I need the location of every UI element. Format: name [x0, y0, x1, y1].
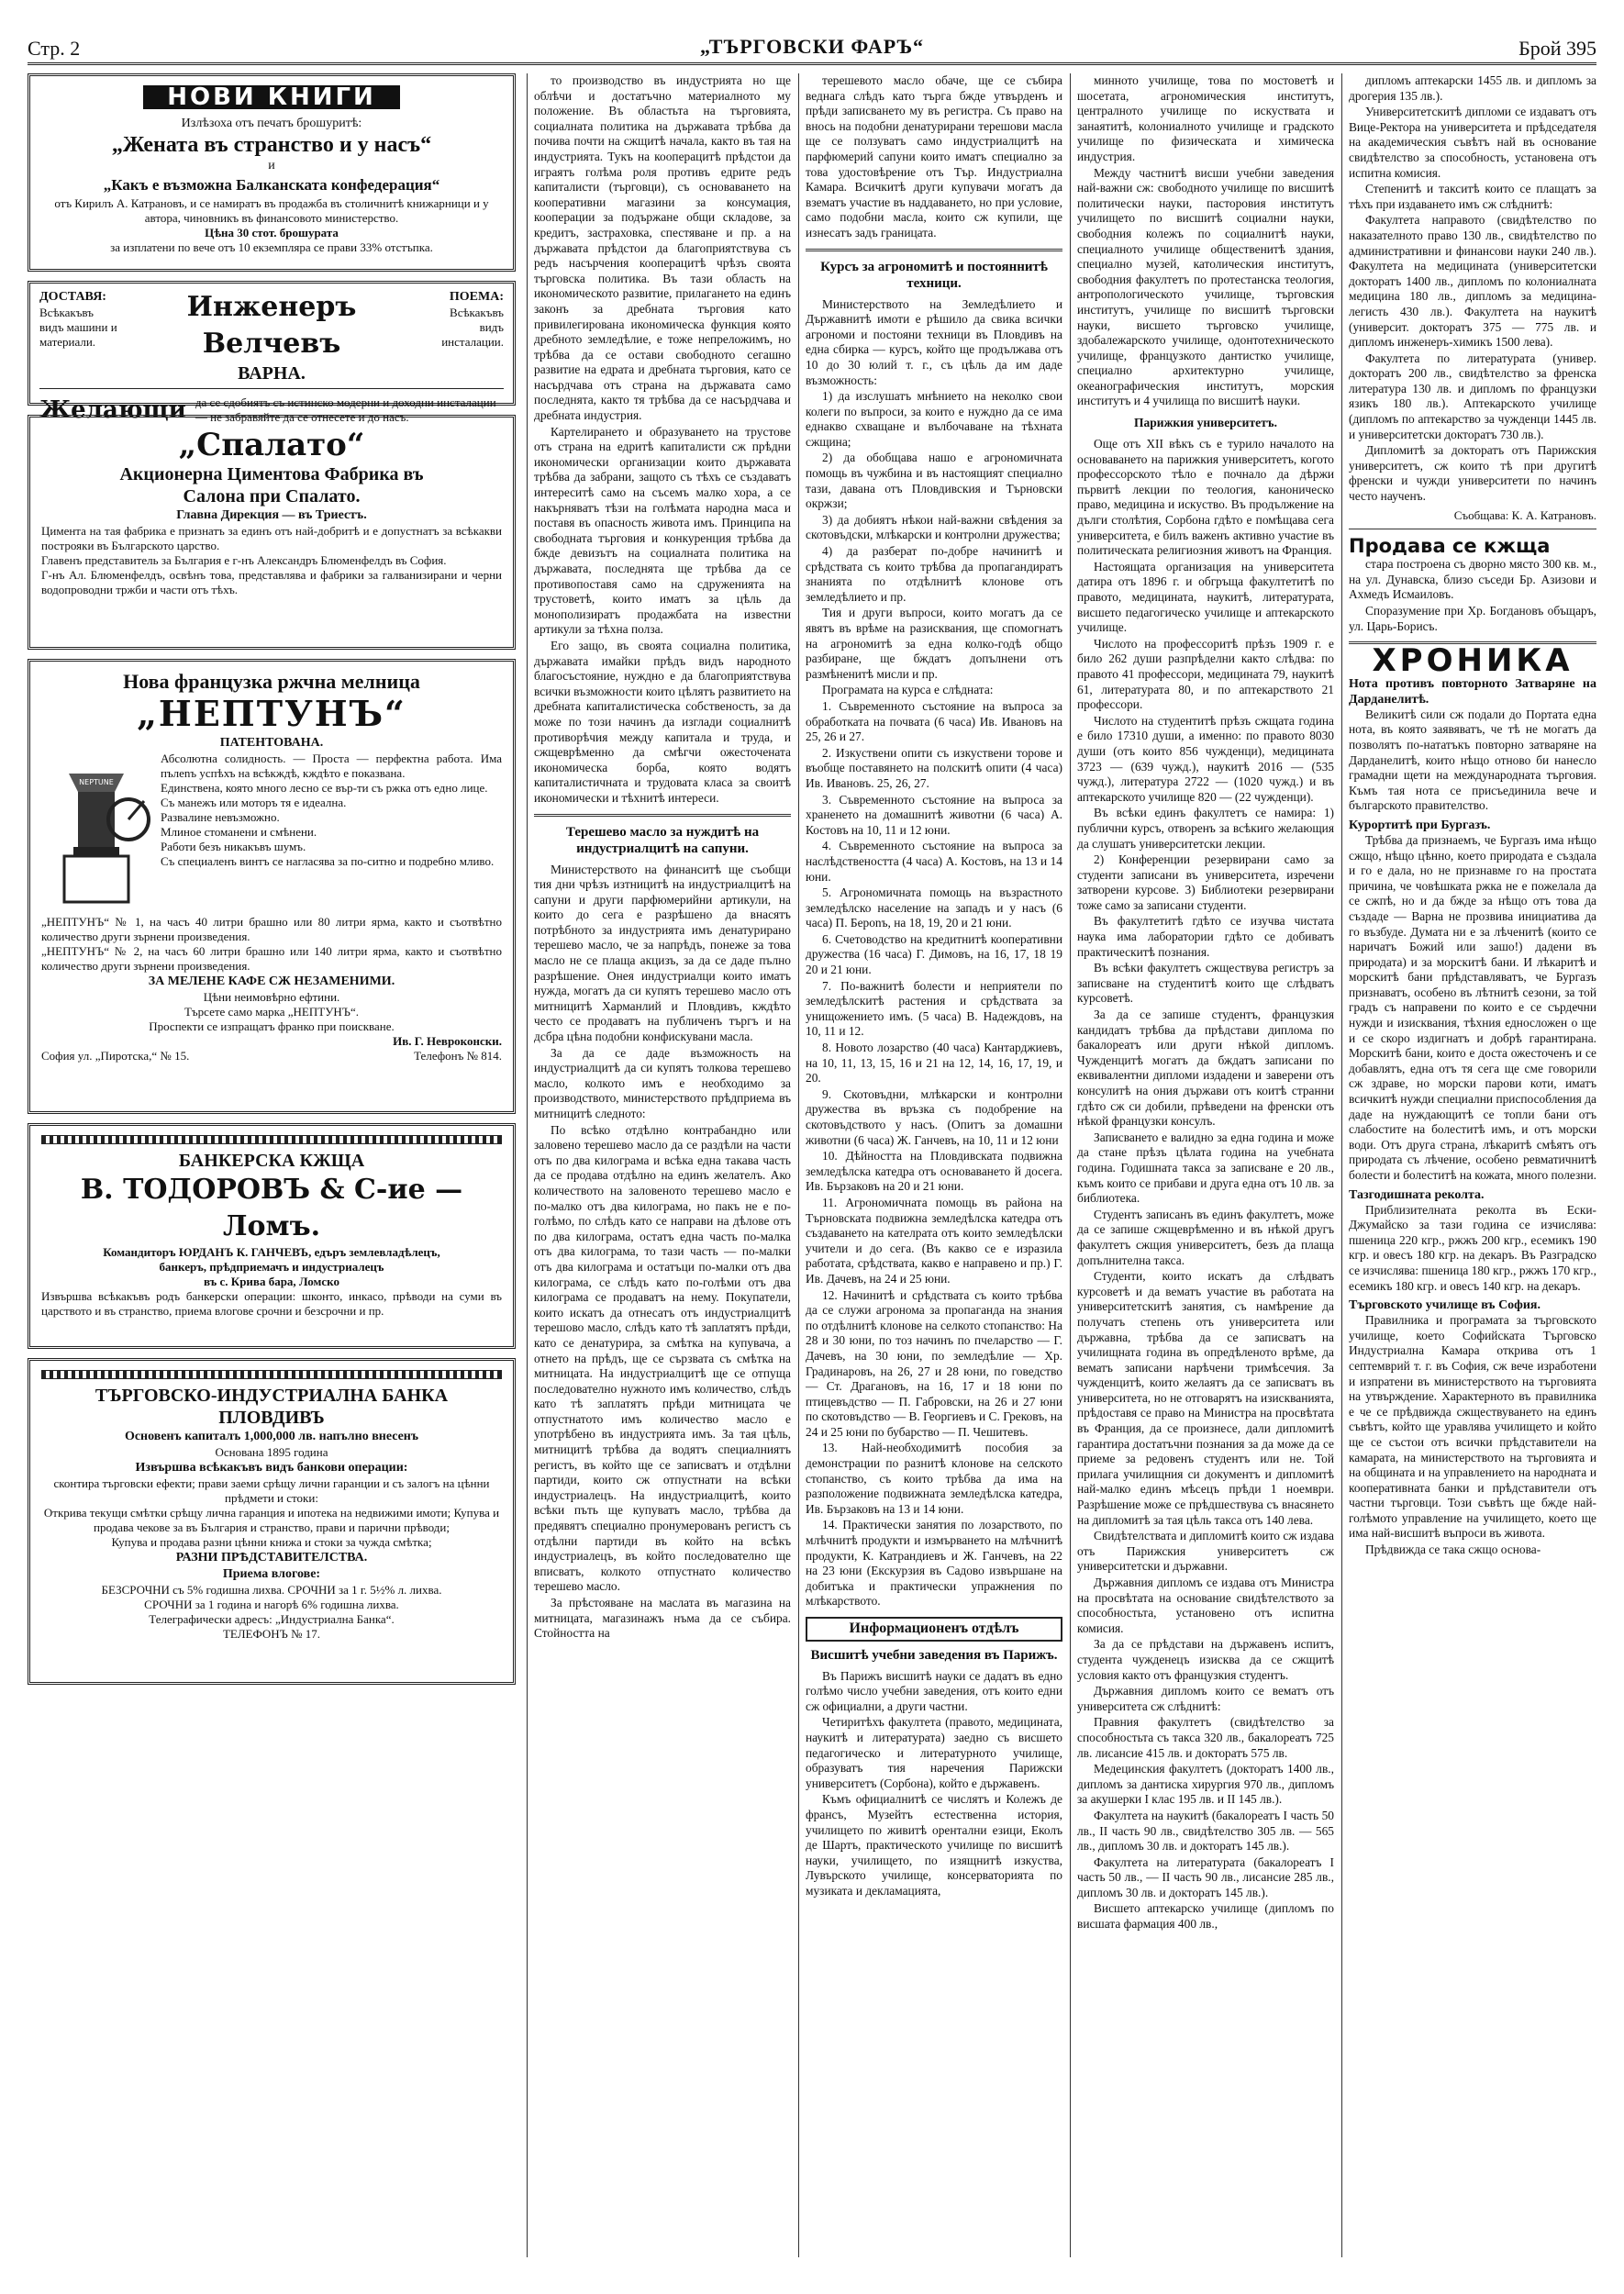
paragraph: Факултета направото (свидѣтелство по наказателното право 130 лв., свидѣтелство по административни и финансови науки 240 лв.). Факултета на медицината (университетски докторатъ 1400 лв., дипломъ по колониалната медицина 180 лв., дипломъ за медицина-легисть 430 лв.). Факултета на наукитѣ (университ. докторатъ 375 — 775 лв. и дипломъ инженеръ-химикъ 1500 лева). [1349, 213, 1596, 350]
bank-founded: Основана 1895 година [215, 1445, 328, 1459]
ad-address: София ул. „Пиротска,“ № 15. [41, 1049, 190, 1063]
paragraph: Степенитѣ и такситѣ които се плащатъ за тѣхъ при издаването имъ сж слѣднитѣ: [1349, 182, 1596, 211]
paragraph: Четиритѣхъ факултета (правото, медицината, наукитѣ и литературата) заедно съ висшето педагогическо и литературното училище, образуватъ тия наречения Парижски университетъ (Сорбона), който е държавенъ. [806, 1715, 1062, 1790]
paragraph: Правния факултетъ (свидѣтелство за способностьта съ такса 320 лв., бакалореатъ 725 лв. лисансие 415 лв. и докторатъ 575 лв. [1077, 1715, 1334, 1760]
paragraph: Приблизителната реколта въ Ески-Джумайско за тази година се изчислява: пшеница 220 кгр., ржжъ 200 кгр., есемикъ 190 кгр. и овесъ 180 кгр. на декаръ. Въ Разградско се изчислява: пшеница 180 кгр., ржжъ 170 кгр., есемикъ 180 кгр. и овесъ 140 кгр. на декаръ. [1349, 1202, 1596, 1293]
bank-rate: БЕЗСРОЧНИ съ 5% годишна лихва. СРОЧНИ за 1 г. 5½% л. лихва. [101, 1583, 442, 1597]
paragraph: Дипломитѣ за докторатъ отъ Парижския университетъ, сж които тѣ при другитѣ френски и чужди университети по начинъ често наученъ. [1349, 443, 1596, 504]
ad-coffee: ЗА МЕЛЕНЕ КАФЕ СЖ НЕЗАМЕНИМИ. [148, 974, 395, 988]
paragraph: стара построена съ дворно място 300 кв. м., на ул. Дунавска, близо съседи Бр. Азизови и Ахмедъ Исмаиловъ. [1349, 557, 1596, 602]
column-rule [798, 73, 799, 2257]
book-title: „Какъ е възможна Балканската конфедерация“ [103, 176, 440, 194]
bank-telegraph: Телеграфически адресъ: „Индустриална Банка“. [149, 1612, 395, 1626]
paragraph: Настоящата организация на университета датира отъ 1896 г. и обгръща факултетитѣ по правото, медицината, наукитѣ, литературата, висшето педагогическо училище и аптекарското училище. [1077, 559, 1334, 635]
ad-prices: Цѣни неимовѣрно ефтини. [203, 990, 340, 1004]
section-title: ХРОНИКА [1372, 642, 1574, 680]
ad-new-books [28, 73, 516, 272]
ad-velchev [28, 281, 516, 424]
paragraph: Споразумение при Хр. Богдановъ объщаръ, ул. Царь-Борисъ. [1349, 604, 1596, 633]
ad-line: Млиное стоманени и смѣнени. [161, 825, 317, 839]
article-title: Курсъ за агрономитѣ и постояннитѣ техници. [820, 259, 1048, 291]
divider [806, 249, 1062, 251]
paragraph: По всѣко отдѣлно контрабандно или заловено терешево масло да се раздѣли на части отъ по два килограма и всѣка една такава часть да се продава отдѣлно на единъ желателъ. Ако количеството на заловеното терешево масло е по-малко отъ два килограма, но пакъ не е по-голѣмо, по слѣдъ като се направи на дѣлове отъ по два килограма, остатъ една часть по-малка отъ два килограма, то тази часть — по-малки отъ два килограма и остатъци по-малки отъ два килограма, се слѣдъ като по-голѣми отъ два килограма се продаватъ на нему. Покупатели, които искатъ да отнесатъ отъ индустриалцитѣ терешово масло, слѣдъ като тѣ заплатятъ прѣди, като се денатурира, за смѣтка на купувача, а отнето на прѣдъ, ще се сързвата съ смѣтка на митницата. На индустриалцитѣ ще се отпуща последователно нужното имъ количество, слѣдъ като тѣ заплатятъ прѣди митницата че отпустнатото имъ количество масло е употрѣбено въ индустрията имъ. За тая цѣль, митницитѣ трѣбва да водятъ специалниятъ регистъ, въ който ще се записватъ и отдѣлни партиди, които сж отпустнати на всѣки индустриалецъ. На индустриалцитѣ, които всѣки пъть ще купуватъ масло, трѣбва да предявятъ специално пронумерованъ регистъ съ отдѣлни партиди въ който на всѣкъ индустриалецъ, въ който последователно ще вписватъ, колкото отпустнато количество терешево масло. [534, 1122, 791, 1594]
ad-text: Купува и продава разни цѣнни книжа и стоки за чужда смѣтка; [111, 1535, 432, 1549]
paragraph: Въ факултетитѣ гдѣто се изучва чистата наука има лаборатории гдѣто се добиватъ практическитѣ познания. [1077, 914, 1334, 959]
paragraph: Въ всѣки факултетъ сжществува регистръ за записване на студентитѣ които ще слѣдватъ курсоветѣ. [1077, 961, 1334, 1006]
paragraph: Студенти, които искатъ да слѣдватъ курсоветѣ и да вематъ участие въ работата на университетскитѣ занятия, съ намѣрение да получатъ степень отъ университета или държавна, трѣбва да се записватъ на училищната година въ опредѣленото врѣме, да вематъ записани нарѣчени тримѣсечия. За чужденцитѣ, които желаятъ да се записватъ въ университета, но не отговарятъ на изискванията, прѣдоставя се право на Министра на просвѣтата въ Франция, да се произнесе, дали дипломитѣ гарантира достатъчни познания за да може да се приеме за редовенъ студентъ или не. Той прилага училищния си документъ и дипломитѣ най-малко единъ мѣсецъ прѣди 1 ноември. Разрѣшение може се прѣдшествува съ внасянето на дипломитѣ за тая цѣль такса отъ 140 лева. [1077, 1269, 1334, 1527]
ad-text: Открива текущи смѣтки срѣщу лична гаранция и ипотека на недвижими имоти; Купува и продава чекове за въ България и странство, прави и парични прѣводи; [43, 1506, 500, 1534]
ad-author: отъ Кирилъ А. Катрановъ, и се намиратъ въ продажба въ столичнитѣ книжарници и у автора, чиновникъ въ финансовото министерство. [54, 196, 489, 225]
book-title: „Жената въ странство и у насъ“ [111, 133, 432, 157]
article-column [1349, 73, 1596, 2257]
paragraph: Висшето аптекарско училище (дипломъ по висшата фармация 400 лв., [1077, 1901, 1334, 1932]
mill-label: NEPTUNE [79, 778, 114, 786]
paragraph: дипломъ аптекарски 1455 лв. и дипломъ за дрогерия 135 лв.). [1349, 73, 1596, 103]
ad-label: ПОЕМА: [449, 290, 504, 304]
paragraph: Тия и други въпроси, които могатъ да се явятъ въ врѣме на разисквания, ще спомогнатъ на агрономитѣ за една колко-годѣ общо разбиране, ще бждатъ допълнени отъ размѣненитѣ мисли и пр. [806, 606, 1062, 681]
paragraph: минното училище, това по мостоветѣ и шосетата, агрономическия институтъ, централното училище по искуствата и занаятитѣ, колониалното училище и градското училище по физическата и химическа индустрия. [1077, 73, 1334, 163]
paragraph: За да се прѣдстави на държавенъ испитъ, студента чужденецъ изисква да се сжщитѣ условия както отъ французкия студентъ. [1077, 1637, 1334, 1682]
ad-text: сконтира търговски ефекти; прави заеми срѣщу лични гаранции и съ залогъ на цѣнни прѣдмети и стоки: [53, 1476, 490, 1505]
list-item: 9. Скотовъдни, млѣкарски и контролни дружества въ връзка съ подобрение на скотовъдството у насъ. (Опитъ за домашни животни (6 часа) Ж. Ганчевъ, на 10, 11 и 12 юни [806, 1086, 1062, 1147]
list-item: 14. Практически занятия по лозарството, по млѣчнитѣ продукти и измърването на млѣчнитѣ продукти, К. Катрандиевъ и Ж. Ганчевъ, на 22 на 23 юни (Екскурзия въ Садово извършане на добитъка и практически упражнения по млѣкарството. [806, 1518, 1062, 1609]
list-item: 4. Съвременното състояние на въпроса за наслѣдствеността (4 часа) А. Костовъ, на 13 и 14 юни. [806, 839, 1062, 884]
ad-line: Работи безъ никакъвъ шумъ. [161, 840, 306, 853]
ad-line: Развалине невъзможно. [161, 810, 280, 824]
company-city: ПЛОВДИВЪ [218, 1408, 325, 1428]
ad-text: Извършва всѣкакъвъ родъ банкерски операции: шконто, инкасо, прѣводи на суми въ царството и въ странство, приема влогове срочни и безсрочни и пр. [41, 1289, 502, 1318]
paragraph: Великитѣ сили сж подали до Портата една нота, въ която заявяватъ, че тѣ не могатъ да позволятъ по-нататъкъ повторно затваряне на Дарданелитѣ, които нѣщо отново би нанесло грамадни щети на международната търговия. Къмъ тая нота се присъединила вече и българското правителство. [1349, 707, 1596, 813]
list-item: 8. Новото лозарство (40 часа) Кантарджиевъ, на 10, 11, 13, 15, 16 и 21 на 12, 14, 16, 17, 19, и 20. [806, 1041, 1062, 1086]
paragraph: Министерството на Земледѣлието и Държавнитѣ имоти е рѣшило да свика всички агрономи и постояни техници въ Пловдивъ на една сбирка — курсъ, който ще продължава отъ 10 до 30 юлий т. г., съ цѣль да им даде възможность: [806, 296, 1062, 387]
article-column [806, 73, 1062, 2257]
paragraph: Държавния дипломъ се издава отъ Министра на просвѣтата на основание свидѣтелството за способностьта, установено отъ испитна комисия. [1077, 1576, 1334, 1635]
list-item: 1) да изслушатъ мнѣнието на неколко свои колеги по въпроси, за които е нуждно да се има еднакво схващане и вълбочаване на тѣхната сжщина; [806, 389, 1062, 449]
ad-text: Г-нъ Ал. Блюменфелдъ, освѣнъ това, представлява и фабрики за галванизирани и черни водопроводни тржби и части отъ тѣхъ. [41, 568, 502, 596]
company-name: ТЪРГОВСКО-ИНДУСТРИАЛНА БАНКА [95, 1386, 449, 1406]
list-item: 3) да добиятъ нѣкои най-важни свѣдения за скотовъдски, млѣкарски и контролни дружества; [806, 512, 1062, 542]
ornament [41, 1135, 502, 1144]
paragraph: то производство въ индустрията но ще облѣчи и достатъчно материалното му положение. Въ областьта на търговията, социалната политика на държавата трѣбва да почива почти на сжщитѣ начала, както въ тая на индустрията. Тукъ на кооперацитѣ прѣдстои да играятъ голѣма роля противъ едрите редъ капиталисти (търговци), съ основаването на кооперативни магазини за консумация, кооперации за подържане общи складове, за кредитъ, застраховка, спестяване и пр. а на държавата прѣдстои да благоприятствува съ редъ насърчения кооперацитѣ чрѣзъ своята търговска политика. Въ тази область на икономическото развитие, прилагането на единъ законъ за дребната търговия като привилегирована икономическа функция която дребното земледѣлие, е тоже непреложимъ, но трѣбва да се остави свободното сегашно развитие на едрата и дребната търговия, като се насърдчава отъ страна на държавата само последнята, както тя трѣбва да се насърдчава и дребната индустрия. [534, 73, 791, 423]
ad-and: и [268, 159, 275, 173]
article-column [1077, 73, 1334, 2257]
paragraph: Въ всѣки единъ факултетъ се намира: 1) публични курсъ, отворенъ за всѣкиго желающия да слушатъ университетски лекции. [1077, 806, 1334, 851]
product-patent: ПАТЕНТОВАНА. [219, 736, 324, 750]
company-name: „Спалато“ [178, 427, 365, 463]
subheading: Парижкия университетъ. [1134, 416, 1277, 430]
article-column [534, 73, 791, 2257]
paragraph: За прѣстояване на маслата въ магазина на митницата, магазинажъ нъма да се събира. Стойността на [534, 1596, 791, 1641]
ad-head: БАНКЕРСКА КЖЩА [178, 1151, 365, 1171]
paragraph: Въ Парижъ висшитѣ науки се дадатъ въ едно голѣмо число учебни заведения, отъ които едни сж официални, а други частни. [806, 1668, 1062, 1713]
bank-ops: Извършва всѣкакъвъ видъ банкови операции: [135, 1461, 408, 1475]
header-rule [28, 62, 1596, 65]
list-item: 11. Агрономичната помощь въ района на Търновската подвижна земледѣлска катедра отъ създаването на кателрата отъ които земледѣлски учители и до сега. (Въ какво се е изразила работата, срѣдствата, какво е направено и пр.) Г. Ив. Дачевъ, на 24 и 25 юни. [806, 1195, 1062, 1286]
bank-capital: Основенъ капиталъ 1,000,000 лв. напълно внесенъ [124, 1430, 419, 1443]
company-city: ВАРНА. [238, 363, 306, 384]
ad-desire: Желающи [39, 396, 186, 424]
paragraph: Правилника и програмата за търговското училище, което Софийската Търговско Индустриална Камара открива отъ 1 септемврий т. г. въ София, сж вече изработени и изпратени въ министерството на търговията на утвърждение. Характерното въ правилника е че се прѣдвижда сжществуването на единъ съвѣтъ, който ще уравлява училището и който ще се състои отъ всички прѣдставители на камарата, на министерството на търговията и на общината и на управлението на народната и кооперативната банки и прѣдставители отъ частни търговци. Този съвѣтъ ще бжде най-голѣмото управление на училището, което ще има най-висшитѣ въпроси въ живота. [1349, 1313, 1596, 1541]
paragraph: Министерството на финанситѣ ще съобщи тия дни чрѣзъ изтницитѣ на индустриалцитѣ на сапуни и други парфюмерийни артикули, на които до сега е разрѣшено да внасятъ потрѣбното за индустрията имъ денатурирано терешево масло, че за напрѣдъ, понеже за това масло не се плаща акцизъ, за да се даде пълно разрѣшение. Онея индустриалци които иматъ нужда, могатъ да си купятъ терешево масло отъ митницитѣ Харманлий и Пловдивъ, кждѣто често се продаватъ на публиченъ търгъ и на дсбра цѣна подобни конфискувани масла. [534, 862, 791, 1044]
paragraph: Факултета по литературата (универ. докторатъ 200 лв., свидѣтелство за френска литература 130 лв. и дипломъ по французки язикъ 180 лв.). Аптекарското училище (дипломъ по аптекарство за чужденци 1445 лв. и университетски докторатъ 730 лв.). [1349, 351, 1596, 441]
section-box-title: Информационенъ отдѣлъ [806, 1617, 1062, 1642]
ad-text: Всѣкакъвъ видъ инсталации. [441, 306, 504, 349]
paragraph: Трѣбва да признаемъ, че Бургазъ има нѣщо сжщо, нѣщо цѣнно, което природата е създала и го е дала, но не признавме го на простата причина, че човѣшката ржка не е пожелала да се сжпѣ, но и да бжде за нѣщо отъ това да създаде — Варна не прозвива инициатива да го възбуде. Думата ни е за лѣченитѣ (които се наричатъ Божий или зашо!) дадени въ природата) и за морскитѣ бани. И лѣкаритѣ и морскитѣ бани прѣдставляватъ, че Бургазъ признаватъ, особено въ лѣтнитѣ сезони, за той градъ съ направени по които е се сърдечни нужди и изисквания, тѣхния едносложен о ще и се скоро издигнатъ и добрѣ гарантирана. Морскитѣ бани, които е доста ожесточенъ и се добавлятъ, една отъ тя сега ще сме говорили сж здраве, но морски парови коти, иматъ всичкитѣ нужди специални приспособления да даде на нуждающитѣ се топли бани отъ слабостите на болеститѣ имъ, и отъ морски води. Отъ друга страна, лѣкаритѣ смѣятъ отъ природата съ лѣчение, особено ревматичнитѣ болести и болеститѣ на кожата, много полезни. [1349, 832, 1596, 1182]
ad-banner: НОВИ КНИГИ [143, 85, 400, 109]
ad-label: ДОСТАВЯ: [39, 290, 106, 304]
paragraph: Къмъ официалнитѣ се числятъ и Колежъ де франсъ, Музейтъ естественна история, училището по живитѣ орентални езици, Еколъ де Шартъ, практическото училище по висшитѣ науки, училището, по изящнитѣ изкуства, Лувърското училище, консерваторията по музиката и декламацията, [806, 1792, 1062, 1898]
ad-text: Цимента на тая фабрика е признатъ за единъ отъ най-добритѣ и е допустнатъ за всѣкакви построяки въ Българското царство. [41, 524, 502, 552]
paragraph: Картелирането и образуването на трустове отъ страна на едритѣ капиталисти сж прѣдни икономически организации които държавата трѣбва да забрани, защото съ тѣхъ се създаватъ интереситѣ само на съсемъ малко хора, а се накърняватъ тѣзи на голѣмата народна маса и поставя въ опасность живота имъ. Принципа на свободната търговия и конкуренция трѣбва да бжде девизътъ на социалната политика на държавата, последнята ще трѣбва да се противопоставя само на сдруженията на трустоветѣ, които иматъ за цѣль да монополизиратъ продажбата на известни артикули за тѣхна полза. [534, 424, 791, 637]
column-rule [1341, 73, 1342, 2257]
paragraph: терешевото масло обаче, ще се събира веднага слѣдъ като търга бжде утвърденъ и прѣди записването му въ регистра. Съ право на внось на подобни денатурирани терешови масла ще се ползуватъ само индустриалцитѣ на парфюмерий сапуни които иматъ специално за това удостовѣрение отъ Тър. Индустриална Камара. Всичкитѣ други купувачи могатъ да взематъ участие въ наддаването, но при условие, само подобни масла, които сж купили, ще изнесатъ задъ границата. [806, 73, 1062, 239]
paragraph: 2) Конференции резервирани само за студенти записани въ университета, изречени затворени курсове. 3) Библиотеки резервирани тоже само за записани студенти. [1077, 852, 1334, 912]
ad-bank [28, 1358, 516, 1685]
company-place: въ с. Крива бара, Ломско [203, 1275, 339, 1288]
paragraph: Его защо, въ своята социална политика, държавата имайки прѣдъ видъ народното благосъстояние, нуждно е да благоприятствува всички възможности които цѣлятъ развитието на дребната капиталистическа собственость, за да може по този начинъ да изглади социалнитѣ противорѣчия между капитала и труда, и сжщеврѣменно да смѣгчи ожесточената икономическа борба, която водятъ капиталистичната и трудовата класа за своитѣ икономически и тѣхнитѣ интереси. [534, 638, 791, 805]
list-item: 7. По-важнитѣ болести и неприятели по земледѣлскитѣ растения и срѣдствата за унищожението имъ. (5 часа) В. Надеждовъ, на 10, 11 и 12. [806, 978, 1062, 1039]
article-title: Висшитѣ учебни заведения въ Парижъ. [810, 1647, 1058, 1663]
ornament [41, 1370, 502, 1379]
company-role: банкеръ, прѣдприемачъ и индустриалецъ [159, 1260, 384, 1274]
list-item: 13. Най-необходимитѣ пособия за демонстрации по разнитѣ клонове на селското стопанство, съ които трѣбва да има на разположение подвижната земледѣлска катедра, Ив. Бързаковъ на 13 и 14 юни. [806, 1441, 1062, 1516]
list-item: 6. Счетоводство на кредитнитѣ кооперативни дружества (16 часа) Г. Димовъ, на 16, 17, 18 19 20 и 21 юни. [806, 931, 1062, 977]
ad-todorov [28, 1123, 516, 1349]
program-title: Програмата на курса е слѣдната: [822, 683, 994, 697]
bank-deposits: Приема влогове: [222, 1567, 321, 1581]
ad-price: Цѣна 30 стот. брошурата [205, 226, 339, 239]
list-item: 3. Съвременното състояние на въпроса за храненето на домашнитѣ животни (6 часа) А. Костовъ на 10, 11 и 12 юни. [806, 792, 1062, 837]
paragraph: Студентъ записанъ въ единъ факултетъ, може да се запише сжщеврѣменно и въ нѣкой другъ факултетъ сжщия университетъ, безъ да плаща допълнителна такса. [1077, 1207, 1334, 1267]
hand-mill-illustration [41, 755, 151, 911]
company-owner: Командиторъ ЮРДАНЪ К. ГАНЧЕВЪ, едъръ землевладѣлецъ, [103, 1245, 440, 1259]
sale-heading: Продава се кжща [1349, 535, 1551, 558]
issue-number: Брой 395 [1518, 37, 1596, 60]
company-name: Инженеръ Велчевъ [186, 291, 357, 360]
page-header [28, 26, 1596, 62]
ad-text: Главенъ представитель за България е г-нъ Александръ Блюменфелдъ въ София. [41, 553, 447, 567]
paragraph: Числото на профессоритѣ прѣзъ 1909 г. е било 262 души разпрѣделни както слѣдва: по правото 41 профессори, медицината 79, наукитѣ 61, литературата 80, и по аптекарството 21 профессори. [1077, 636, 1334, 712]
ad-line: Съ специаленъ винтъ се нагласява за по-ситно и подребно мливо. [161, 854, 495, 868]
list-item: 5. Агрономичната помощь на възрастното земледѣлско население на западъ и у насъ (6 часа) П. Бероnъ, на 18, 19, 20 и 21 юни. [806, 885, 1062, 930]
signature: Съобщава: К. А. Катрановъ. [1453, 507, 1596, 522]
paragraph: Прѣдвижда се така сжщо основа- [1365, 1542, 1541, 1557]
ads-column [28, 73, 516, 2257]
ad-text: Всѣкакъвъ видъ машини и материали. [39, 306, 117, 349]
news-title: Тазгодишната реколта. [1349, 1187, 1485, 1202]
newspaper-title: „ТЪРГОВСКИ ФАРЪ“ [699, 35, 925, 58]
paragraph: Факултета на наукитѣ (бакалореатъ I часть 50 лв., II часть 90 лв., свидѣтелство 305 лв. — 565 лв., дипломъ 30 лв. и докторатъ 145 лв.). [1077, 1808, 1334, 1854]
bank-phone: ТЕЛЕФОНЪ № 17. [222, 1627, 320, 1641]
paragraph: Медецинския факултетъ (докторатъ 1400 лв., дипломъ за дантиска хирургия 970 лв., дипломъ за акушерки I клас 195 лв. и II 145 лв.). [1077, 1762, 1334, 1807]
product-name: „НЕПТУНЪ“ [137, 693, 406, 734]
paragraph: Между частнитѣ висши учебни заведения най-важни сж: свободното училище по висшитѣ политически науки, пасторовия институтъ училището по висшитѣ социални науки, свободния колежъ по социалнитѣ науки, специалното училище общественитѣ здания, специално музей, католическия институтъ, свободния факултетъ по протестанска теология, антропологическото училище, търговския институтъ, училище по висшитѣ търговски науки, висшето търговско училище, здобалежарското училище, одонтотехническото училище, французкото дантистко училище, специално архитектурно училище, океанографическия институтъ, морския институтъ и 4 училища по висшитѣ науки. [1077, 165, 1334, 408]
paragraph: Числото на студентитѣ прѣзъ сжщата година е било 17310 души, а именно: по правото 8030 души (отъ които 856 чужденци), медицината 3723 — (639 чужд.), наукитѣ 2016 — (535 чужд.), литература 2722 — (1020 чужд.) и въ аптекарското училище 820 — (22 чужденци). [1077, 713, 1334, 804]
ad-phone: Телефонъ № 814. [414, 1049, 502, 1063]
ad-prospect: Проспекти се изпращатъ франко при поискване. [149, 1019, 395, 1033]
ad-intro: Излѣзоха отъ печатъ брошуритѣ: [181, 117, 362, 130]
ad-line: Съ манежъ или моторъ тя е идеална. [161, 796, 347, 809]
news-title: Курортитѣ при Бургазъ. [1349, 818, 1491, 832]
list-item: 10. Дѣйността на Пловдивската подвижна земледѣлска катедра отъ основаването й досега. Ив. Бързаковъ на 20 и 21 юни. [806, 1149, 1062, 1194]
ad-headline: Нова французка ржчна мелница [123, 670, 420, 693]
paragraph: За да се даде възможность на индустриалцитѣ да си купятъ толкова терешево масло, колкото имъ е необходимо за производството, министерството прѣдприема въ митницитѣ следното: [534, 1045, 791, 1120]
column-rule [1070, 73, 1071, 2257]
article-title: Терешево масло за нуждитѣ на индустриалцитѣ на сапуни. [565, 824, 760, 856]
paragraph: Свидѣтелствата и дипломитѣ които сж издава отъ Парижския университетъ сж университетски и държавни. [1077, 1529, 1334, 1574]
ad-line: „НЕПТУНЪ“ № 2, на часъ 60 литри брашно или 140 литри ярма, както и съотвѣтно количество други зърнени произведения. [41, 944, 502, 973]
list-item: 2. Изкуствени опити съ изкуствени торове и въобще поставянето на полскитѣ опити (4 часа) Ив. Ивановъ. 25, 26, 27. [806, 745, 1062, 790]
bank-rate: СРОЧНИ за 1 година и нагорѣ 6% годишна лихва. [144, 1598, 399, 1611]
page-number: Стр. 2 [28, 37, 81, 60]
ad-discount: за изплатени по вече отъ 10 екземпляра се прави 33% отстъпка. [110, 240, 433, 254]
ad-desire-text: да се сдобиятъ съ истинско модерни и доходни инсталации — не забравяйте да се отнесете и до насъ. [195, 395, 496, 424]
company-sub: Акционерна Циментова Фабрика въ [119, 464, 424, 484]
column-rule [527, 73, 528, 2257]
ad-line: Единствена, която много лесно се вър-ти съ ржка отъ едно лице. [161, 781, 488, 795]
paragraph: Още отъ XII вѣкъ съ е турило началото на основаването на парижкия университетъ, когото профессорското тѣло е почнало да дѣржи първитѣ лекции по теология, каноническо право, медицина и искуство. Въ продължение на дълги столѣтия, Сорбона гдѣто е помѣщава сега университета, е билъ важенъ активно участие въ политическата религиозния животъ на Франция. [1077, 437, 1334, 558]
company-sub: Салона при Спалато. [183, 486, 361, 507]
ad-spalato [28, 415, 516, 650]
paragraph: Записването е валидно за една година и може да стане прѣзъ цѣлата година на учебната година. Годишната такса за записване е 20 лв., къмъ които се прибави и друга една отъ 10 лв. за библиотека. [1077, 1130, 1334, 1206]
ad-neptun [28, 659, 516, 1114]
divider [534, 814, 791, 817]
ad-brand: Търсете само марка „НЕПТУНЪ“. [184, 1005, 359, 1019]
paragraph: Факултета на литературата (бакалореатъ I часть 50 лв., — II часть 90 лв., лисансие 285 лв., дипломъ 30 лв. и докторатъ 145 лв.). [1077, 1854, 1334, 1899]
company-hq: Главна Дирекция — въ Триестъ. [176, 508, 367, 522]
bank-reps: РАЗНИ ПРѢДСТАВИТЕЛСТВА. [175, 1551, 368, 1565]
news-title: Търговското училище въ София. [1349, 1298, 1541, 1313]
list-item: 4) да разберат по-добре начинитѣ и срѣдствата съ които трѣбва да пропагандиратъ знанията по отдѣлнитѣ клонове отъ земледѣлието и пр. [806, 544, 1062, 604]
list-item: 2) да обобщава нашо е агрономичната помощь въ чужбина и въ настоящият специално тази, давана отъ Пловдивския и Търновски окржзи; [806, 451, 1062, 511]
paragraph: Университетскитѣ дипломи се издаватъ отъ Вице-Ректора на университета и прѣдседателя на академическия съвѣтъ най въ основание свидѣтелство за способность, установена отъ испитна комисия. [1349, 105, 1596, 180]
company-name: В. ТОДОРОВЪ & С-ие — Ломъ. [80, 1174, 463, 1242]
ad-agent: Ив. Г. Невроконски. [393, 1034, 502, 1048]
news-title: Нота противъ повторното Затваряне на Дарданелитѣ. [1349, 676, 1596, 707]
ad-line: Абсолютна солидность. — Проста — перфектна работа. Има пълenъ успѣхъ на всѣкждѣ, кждѣто е показвана. [161, 752, 502, 780]
list-item: 1. Съвременното състояние на въпроса за обработката на почвата (6 часа) Ив. Ивановъ на 25, 26 и 27. [806, 698, 1062, 744]
ad-line: „НЕПТУНЪ“ № 1, на часъ 40 литри брашно или 80 литри ярма, както и съотвѣтно количество други зърнени произведения. [41, 915, 502, 943]
paragraph: Държавния дипломъ които се вематъ отъ университета сж слѣднитѣ: [1077, 1684, 1334, 1713]
paragraph: За да се запише студентъ, французкия кандидатъ трѣбва да прѣдстави диплома по бакалореатъ или други нѣкой дипломъ. Чужденцитѣ могатъ да бждатъ записани по еквивалентни дипломи издадени и заверени отъ консулитѣ на ония държави отъ коитѣ странни гдѣто сж си добили, прѣведени на френски отъ нѣкой французки консулъ. [1077, 1008, 1334, 1129]
list-item: 12. Начинитѣ и срѣдствата съ които трѣбва да се служи агронома за пропаганда на знания по отдѣлнитѣ клонове на селкото стопанство: На 28 и 30 юни, по тоз начинъ по пчеларство — Г. Дачевъ, на 30 юни, по земледѣлие — Хр. Градинаровъ, на 26, 27 и 28 юни, по говедство — Ст. Драгановъ, на 16, 17 и 18 юни по птицевъдство — П. Габровски, на 26 и 27 юни по скотовъдство — В. Георгиевъ и С. Грековъ, на 24 и 25 юни по бубарство — П. Чешитевъ. [806, 1287, 1062, 1439]
